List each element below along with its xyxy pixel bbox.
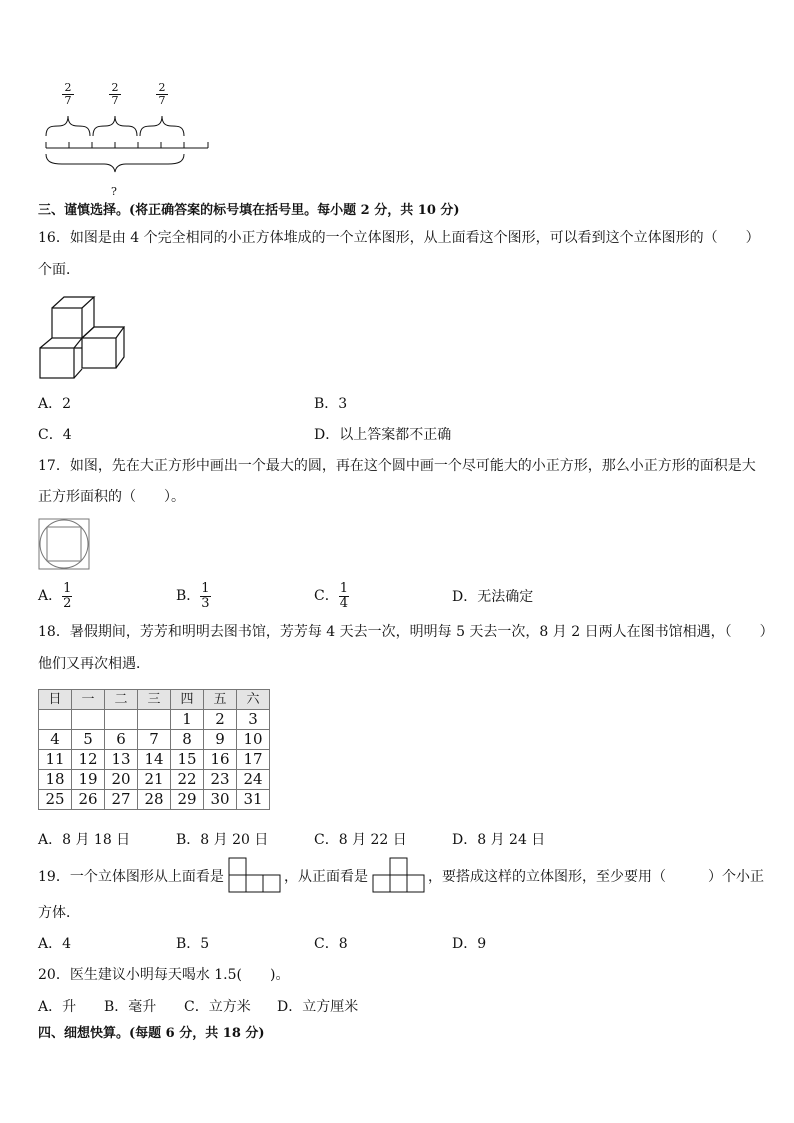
q17-text-line2: 正方形面积的（ ）。 <box>38 489 185 505</box>
q16-cubes-figure <box>38 290 138 380</box>
fraction-label: $\frac{2}{7}$ <box>109 82 121 106</box>
calendar-day: 3 <box>237 710 270 730</box>
calendar-day: 5 <box>72 730 105 750</box>
calendar-day <box>138 710 171 730</box>
calendar-day: 21 <box>138 770 171 790</box>
calendar-day: 7 <box>138 730 171 750</box>
q20-option-a: A．升 <box>38 999 77 1015</box>
q18-text-line2: 他们又再次相遇． <box>38 656 150 672</box>
weekday-header: 三 <box>138 690 171 710</box>
q16-option-a: A．2 <box>38 396 72 412</box>
q20-option-c: C．立方米 <box>184 999 251 1015</box>
q16-text-line1: 16．如图是由 4 个完全相同的小正方体堆成的一个立体图形，从上面看这个图形，可以看到这个立体图形的（ ） <box>38 230 760 246</box>
calendar-day: 9 <box>204 730 237 750</box>
q19-top-view-figure <box>228 857 284 893</box>
top-brace <box>93 116 137 136</box>
calendar-week-row <box>39 770 270 790</box>
fraction: $\frac{1}{2}$ <box>63 580 72 611</box>
fraction: $\frac{1}{3}$ <box>201 580 210 611</box>
section-4-title: 四、细想快算。(每题 6 分，共 18 分) <box>38 1026 265 1041</box>
calendar-day: 14 <box>138 750 171 770</box>
q17-option-b: B． $\frac{1}{3}$ <box>176 580 210 611</box>
q19-text-part1: 19．一个立体图形从上面看是 <box>38 869 224 885</box>
q19-text-line2: 方体． <box>38 905 80 921</box>
q18-text-line1: 18．暑假期间，芳芳和明明去图书馆，芳芳每 4 天去一次，明明每 5 天去一次，8 月 2 日两人在图书馆相遇，（ ） <box>38 624 774 640</box>
q20-option-b: B．毫升 <box>104 999 157 1015</box>
q16-text-line2: 个面． <box>38 262 80 278</box>
calendar-day: 19 <box>72 770 105 790</box>
calendar-day: 30 <box>204 790 237 810</box>
calendar-day: 22 <box>171 770 204 790</box>
calendar-day: 15 <box>171 750 204 770</box>
bottom-brace <box>46 154 184 172</box>
calendar-day: 17 <box>237 750 270 770</box>
calendar-day: 20 <box>105 770 138 790</box>
calendar-day: 8 <box>171 730 204 750</box>
calendar-day: 26 <box>72 790 105 810</box>
question-mark: ? <box>111 185 117 198</box>
tick-marks <box>46 142 208 148</box>
q17-option-d: D．无法确定 <box>452 589 534 605</box>
calendar-week-row <box>39 710 270 730</box>
q18-option-c: C．8 月 22 日 <box>314 832 407 848</box>
fraction: $\frac{1}{4}$ <box>339 580 348 611</box>
q18-option-d: D．8 月 24 日 <box>452 832 546 848</box>
q17-option-a: A． $\frac{1}{2}$ <box>38 580 72 611</box>
weekday-header: 二 <box>105 690 138 710</box>
q16-option-c: C．4 <box>38 427 72 443</box>
calendar-day: 4 <box>39 730 72 750</box>
calendar-day: 1 <box>171 710 204 730</box>
weekday-header: 一 <box>72 690 105 710</box>
calendar-day: 16 <box>204 750 237 770</box>
calendar-day: 31 <box>237 790 270 810</box>
calendar-week-row <box>39 790 270 810</box>
q19-text-part3: ，要搭成这样的立体图形，至少要用（ ）个小正 <box>428 869 764 885</box>
q17-option-c: C． $\frac{1}{4}$ <box>314 580 348 611</box>
q19-front-view-figure <box>372 857 428 893</box>
section-3-title: 三、谨慎选择。(将正确答案的标号填在括号里。每小题 2 分，共 10 分) <box>38 203 460 218</box>
calendar-day <box>39 710 72 730</box>
calendar-week-row <box>39 730 270 750</box>
calendar-day: 10 <box>237 730 270 750</box>
calendar-day: 18 <box>39 770 72 790</box>
calendar-day: 27 <box>105 790 138 810</box>
weekday-header: 六 <box>237 690 270 710</box>
calendar-day: 2 <box>204 710 237 730</box>
calendar-day: 11 <box>39 750 72 770</box>
q20-option-d: D．立方厘米 <box>277 999 359 1015</box>
q16-option-b: B．3 <box>314 396 348 412</box>
fraction-label: $\frac{2}{7}$ <box>156 82 168 106</box>
q19-option-c: C．8 <box>314 936 348 952</box>
q16-option-d: D．以上答案都不正确 <box>314 427 452 443</box>
calendar-day: 29 <box>171 790 204 810</box>
calendar-day <box>105 710 138 730</box>
weekday-header: 四 <box>171 690 204 710</box>
q18-option-b: B．8 月 20 日 <box>176 832 269 848</box>
calendar-day <box>72 710 105 730</box>
calendar-day: 28 <box>138 790 171 810</box>
q19-text-part2: ，从正面看是 <box>284 869 368 885</box>
fraction-label: $\frac{2}{7}$ <box>62 82 74 106</box>
q17-text-line1: 17．如图，先在大正方形中画出一个最大的圆，再在这个圆中画一个尽可能大的小正方形，那么小正方形的面积是大 <box>38 458 756 474</box>
top-brace <box>140 116 184 136</box>
q19-option-a: A．4 <box>38 936 72 952</box>
august-calendar <box>38 689 270 810</box>
calendar-day: 24 <box>237 770 270 790</box>
calendar-day: 12 <box>72 750 105 770</box>
q20-text: 20．医生建议小明每天喝水 1.5( )。 <box>38 967 290 983</box>
top-brace <box>46 116 90 136</box>
calendar-day: 25 <box>39 790 72 810</box>
q17-square-circle-figure <box>38 518 90 570</box>
calendar-header-row <box>39 690 270 710</box>
q18-option-a: A．8 月 18 日 <box>38 832 131 848</box>
q19-option-d: D．9 <box>452 936 487 952</box>
weekday-header: 日 <box>39 690 72 710</box>
q19-option-b: B．5 <box>176 936 210 952</box>
calendar-week-row <box>39 750 270 770</box>
weekday-header: 五 <box>204 690 237 710</box>
calendar-day: 6 <box>105 730 138 750</box>
calendar-day: 13 <box>105 750 138 770</box>
calendar-day: 23 <box>204 770 237 790</box>
number-line-diagram <box>40 110 240 190</box>
